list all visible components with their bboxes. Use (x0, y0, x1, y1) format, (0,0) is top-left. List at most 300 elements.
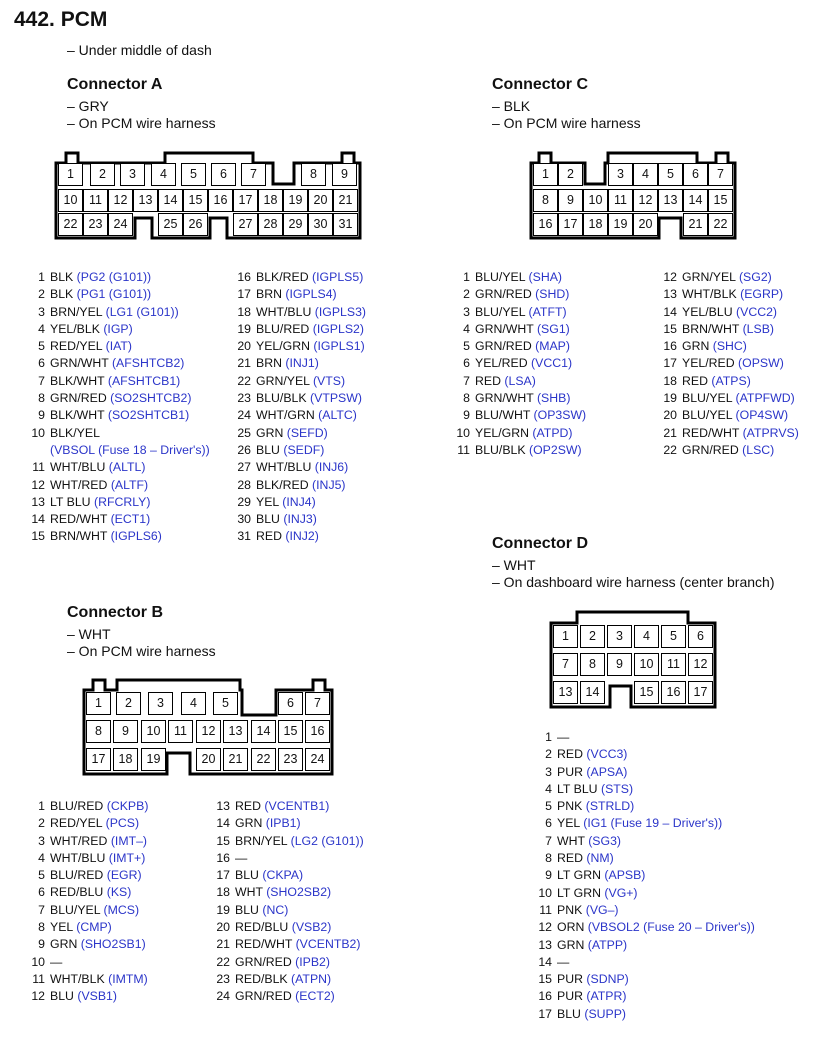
wire-color: BLK/WHT (50, 373, 105, 388)
wire-color: BLU (235, 868, 259, 883)
pin-number: 8 (38, 920, 45, 935)
cavity: 9 (558, 189, 583, 212)
page-title: 442. PCM (14, 8, 108, 31)
wire-color: LT BLU (557, 781, 598, 796)
cavity: 16 (208, 189, 233, 212)
signal-name: (LG2 (G101)) (290, 833, 364, 848)
signal-name: (ATPD) (532, 425, 573, 440)
signal-name: (IPB1) (265, 816, 301, 831)
pin-row (28, 815, 148, 832)
signal-name: (VBSOL (Fuse 18 – Driver's)) (50, 442, 210, 457)
cavity: 16 (305, 720, 330, 743)
pin-number: 4 (463, 321, 470, 336)
signal-name: (IGP) (103, 321, 133, 336)
connector-c-title: Connector C (492, 76, 588, 93)
cavity: 17 (86, 748, 111, 771)
signal-name: (APSA) (586, 764, 628, 779)
pin-row (28, 919, 148, 936)
cavity: 1 (533, 163, 558, 186)
cavity: 18 (258, 189, 283, 212)
wire-color: GRN/RED (235, 954, 292, 969)
cavity: 4 (633, 163, 658, 186)
signal-name: (VBSOL2 (Fuse 20 – Driver's)) (587, 920, 755, 935)
pin-number: 14 (216, 816, 230, 831)
cavity: 9 (607, 653, 632, 676)
cavity: 25 (158, 213, 183, 236)
cavity: 11 (83, 189, 108, 212)
pin-row (28, 936, 148, 953)
signal-name: (LSA) (504, 373, 536, 388)
cavity: 14 (683, 189, 708, 212)
cavity: 22 (251, 748, 276, 771)
pin-number: 4 (38, 850, 45, 865)
pin-row (213, 815, 364, 832)
pin-number: 12 (663, 270, 677, 284)
pin-number: 1 (545, 730, 552, 744)
signal-name: (SG2) (738, 270, 772, 284)
pin-number: 6 (38, 885, 45, 900)
pin-row (213, 867, 364, 884)
pin-number: 17 (663, 356, 677, 371)
signal-name: (OP2SW) (529, 442, 582, 457)
cavity: 6 (688, 625, 713, 648)
pin-number: 5 (463, 339, 470, 354)
signal-name: (ALTF) (110, 477, 149, 492)
signal-name: (RFCRLY) (93, 494, 151, 509)
cavity: 8 (580, 653, 605, 676)
cavity: 6 (211, 163, 236, 186)
signal-name: (SHA) (528, 270, 563, 284)
pin-number: 15 (31, 529, 45, 544)
wire-color: WHT (235, 885, 263, 900)
signal-name: (INJ2) (285, 529, 319, 544)
pin-number: 29 (237, 494, 251, 509)
wire-color: BLK (50, 270, 74, 284)
signal-name: (INJ1) (285, 356, 319, 371)
signal-name: (SHO2SB1) (80, 937, 146, 952)
signal-name: (ATPN) (291, 971, 332, 986)
wire-color: GRN/YEL (256, 373, 310, 388)
wire-color: GRN (682, 339, 710, 354)
wire-color: BLU/YEL (475, 304, 526, 319)
wire-color: LT GRN (557, 885, 601, 900)
cavity: 15 (708, 189, 733, 212)
pin-row (213, 850, 364, 867)
signal-name: (VTS) (312, 373, 346, 388)
cavity: 3 (607, 625, 632, 648)
pin-row (28, 988, 148, 1005)
cavity: 13 (133, 189, 158, 212)
pin-row (28, 867, 148, 884)
signal-name: (SUPP) (584, 1006, 627, 1021)
wire-color: GRN/RED (682, 442, 739, 457)
pin-number: 19 (216, 902, 230, 917)
signal-name: (IGPLS5) (312, 270, 364, 284)
wire-color: YEL/RED (682, 356, 735, 371)
signal-name: (SG3) (588, 833, 621, 848)
pin-row (28, 971, 148, 988)
pin-number: 5 (38, 339, 45, 354)
wire-color: RED/YEL (50, 816, 103, 831)
cavity: 10 (141, 720, 166, 743)
wire-color: PNK (557, 902, 583, 917)
pin-number: 15 (538, 972, 552, 987)
pin-number: 11 (32, 971, 45, 986)
wire-color: LT GRN (557, 868, 601, 883)
cavity: 28 (258, 213, 283, 236)
pin-number: 10 (538, 885, 552, 900)
wire-color: RED (256, 529, 282, 544)
pin-number: 5 (38, 868, 45, 883)
wire-color: WHT (557, 833, 585, 848)
wire-color: BLK/RED (256, 270, 309, 284)
signal-name: (IGPLS6) (110, 529, 162, 544)
pin-number: 3 (38, 304, 45, 319)
pin-number: 19 (663, 391, 677, 406)
pin-number: 14 (31, 512, 45, 527)
cavity: 8 (533, 189, 558, 212)
cavity: 12 (196, 720, 221, 743)
cavity: 14 (580, 681, 605, 704)
signal-name: (SHD) (535, 287, 570, 302)
pin-number: 8 (38, 391, 45, 406)
wire-color: GRN (557, 937, 585, 952)
signal-name: (MAP) (535, 339, 570, 354)
wire-color: RED (557, 851, 583, 866)
pin-number: 3 (38, 833, 45, 848)
cavity: 13 (553, 681, 578, 704)
wire-color: WHT/BLU (256, 304, 312, 319)
wire-color: WHT/BLK (682, 287, 737, 302)
signal-name: (IMTM) (108, 971, 148, 986)
pin-number: 8 (545, 851, 552, 866)
cavity: 2 (90, 163, 115, 186)
signal-name: (NC) (262, 902, 289, 917)
cavity: 12 (688, 653, 713, 676)
pin-number: 22 (237, 373, 251, 388)
wire-color: WHT/GRN (256, 408, 315, 423)
signal-name: (LSC) (742, 442, 775, 457)
wire-color: LT BLU (50, 494, 91, 509)
cavity: 8 (86, 720, 111, 743)
wire-color: RED/WHT (235, 937, 293, 952)
signal-name: (VG+) (604, 885, 638, 900)
signal-name: (VCC2) (736, 304, 778, 319)
wire-color: BRN/YEL (235, 833, 288, 848)
signal-name: (SO2SHTCB1) (107, 408, 190, 423)
pin-number: 11 (457, 442, 470, 457)
signal-name: (AFSHTCB2) (111, 356, 185, 371)
pin-number: 18 (237, 304, 251, 319)
signal-name: (INJ3) (283, 512, 317, 527)
pin-number: 25 (237, 425, 251, 440)
cavity: 1 (86, 692, 111, 715)
cavity: 2 (116, 692, 141, 715)
cavity: 13 (223, 720, 248, 743)
wire-color: WHT/BLU (50, 460, 106, 475)
signal-name: (ALTL) (108, 460, 146, 475)
wire-color: BRN/WHT (682, 321, 740, 336)
wire-color: PUR (557, 989, 583, 1004)
cavity: 9 (332, 163, 357, 186)
cavity: 2 (580, 625, 605, 648)
pin-number: 7 (38, 902, 45, 917)
wire-color: — (50, 954, 63, 969)
pin-number: 1 (463, 270, 470, 284)
signal-name: (APSB) (604, 868, 646, 883)
cavity: 15 (183, 189, 208, 212)
pin-number: 20 (216, 920, 230, 935)
cavity: 7 (708, 163, 733, 186)
cavity: 15 (278, 720, 303, 743)
pin-number: 12 (31, 989, 45, 1004)
cavity: 23 (83, 213, 108, 236)
pin-number: 12 (31, 477, 45, 492)
wire-color: GRN (50, 937, 78, 952)
pin-row (213, 833, 364, 850)
connector-a-harness-note: – On PCM wire harness (67, 115, 216, 131)
wire-color: BLU/BLK (475, 442, 526, 457)
pin-number: 14 (538, 954, 552, 969)
wire-color: BLU/YEL (682, 391, 733, 406)
cavity: 11 (168, 720, 193, 743)
signal-name: (EGR) (106, 868, 142, 883)
wire-color: GRN/RED (475, 287, 532, 302)
pin-number: 10 (31, 954, 45, 969)
cavity: 17 (558, 213, 583, 236)
wire-color: BLU/YEL (50, 902, 101, 917)
wire-color: WHT/BLU (50, 850, 106, 865)
pin-number: 6 (545, 816, 552, 831)
connector-b-color-note: – WHT (67, 626, 111, 642)
signal-name: (IGPLS4) (285, 287, 337, 302)
cavity: 22 (708, 213, 733, 236)
pin-number: 18 (663, 373, 677, 388)
pin-number: 15 (216, 833, 230, 848)
pin-number: 16 (538, 989, 552, 1004)
cavity: 15 (634, 681, 659, 704)
signal-name: (ALTC) (318, 408, 357, 423)
cavity: 5 (181, 163, 206, 186)
signal-name: (IMT+) (108, 850, 146, 865)
cavity: 3 (148, 692, 173, 715)
pin-row (213, 884, 364, 901)
signal-name: (VCENTB2) (295, 937, 361, 952)
wire-color: BLU/WHT (475, 408, 531, 423)
pin-number: 22 (216, 954, 230, 969)
pin-row (213, 902, 364, 919)
signal-name: (VTPSW) (310, 391, 362, 406)
wire-color: RED/YEL (50, 339, 103, 354)
signal-name: (PG2 (G101)) (76, 270, 152, 284)
cavity: 14 (251, 720, 276, 743)
cavity: 26 (183, 213, 208, 236)
pin-number: 3 (545, 764, 552, 779)
pin-number: 2 (38, 287, 45, 302)
connector-d-color-note: – WHT (492, 557, 536, 573)
cavity: 23 (278, 748, 303, 771)
wire-color: GRN/YEL (682, 270, 736, 284)
pin-number: 7 (38, 373, 45, 388)
pin-row (213, 954, 364, 971)
wire-color: RED/BLU (235, 920, 289, 935)
pin-number: 1 (38, 270, 45, 284)
cavity: 13 (658, 189, 683, 212)
pin-number: 9 (38, 408, 45, 423)
cavity: 12 (633, 189, 658, 212)
pin-number: 20 (663, 408, 677, 423)
pin-number: 9 (545, 868, 552, 883)
pin-number: 6 (38, 356, 45, 371)
pin-number: 3 (463, 304, 470, 319)
wire-color: RED (235, 799, 261, 813)
wire-color: WHT/BLK (50, 971, 105, 986)
wire-color: WHT/RED (50, 477, 108, 492)
cavity: 7 (305, 692, 330, 715)
signal-name: (OPSW) (738, 356, 784, 371)
wire-color: BLU (235, 902, 259, 917)
wire-color: GRN/RED (475, 339, 532, 354)
signal-name: (IPB2) (295, 954, 330, 969)
pin-number: 22 (663, 442, 677, 457)
pin-number: 4 (38, 321, 45, 336)
wire-color: PUR (557, 764, 583, 779)
cavity: 19 (283, 189, 308, 212)
pin-number: 27 (237, 460, 251, 475)
cavity: 11 (661, 653, 686, 676)
cavity: 9 (113, 720, 138, 743)
cavity: 18 (113, 748, 138, 771)
signal-name: (VG–) (585, 902, 619, 917)
pin-row (28, 902, 148, 919)
signal-name: (IMT–) (110, 833, 148, 848)
wire-color: BLK/WHT (50, 408, 105, 423)
cavity: 6 (683, 163, 708, 186)
signal-name: (IGPLS2) (312, 321, 364, 336)
cavity: 8 (301, 163, 326, 186)
wire-color: YEL (557, 816, 580, 831)
cavity: 16 (533, 213, 558, 236)
wire-color: YEL/RED (475, 356, 528, 371)
connector-a-title: Connector A (67, 76, 163, 93)
wire-color: BLU (256, 512, 280, 527)
cavity: 17 (233, 189, 258, 212)
signal-name: (SHO2SB2) (266, 885, 332, 900)
signal-name: (KS) (106, 885, 132, 900)
pin-row (28, 798, 148, 815)
cavity: 31 (333, 213, 358, 236)
pin-number: 14 (663, 304, 677, 319)
signal-name: (IAT) (105, 339, 133, 354)
cavity: 21 (683, 213, 708, 236)
wire-color: YEL/BLK (50, 321, 100, 336)
pin-row (213, 988, 364, 1005)
wire-color: — (235, 850, 248, 865)
wire-color: GRN/RED (235, 989, 292, 1004)
wire-color: BLU (256, 442, 280, 457)
signal-name: (LSB) (742, 321, 775, 336)
signal-name: (SDNP) (586, 972, 629, 987)
pin-number: 28 (237, 477, 251, 492)
pin-row (213, 971, 364, 988)
signal-name: (EGRP) (740, 287, 784, 302)
pin-number: 26 (237, 442, 251, 457)
wire-color: BRN/YEL (50, 304, 103, 319)
cavity: 20 (633, 213, 658, 236)
wire-color: BLU/YEL (475, 270, 526, 284)
cavity: 5 (213, 692, 238, 715)
wire-color: — (557, 730, 570, 744)
wire-color: PUR (557, 972, 583, 987)
wire-color: WHT/BLU (256, 460, 312, 475)
signal-name: (ATPS) (711, 373, 751, 388)
wire-color: RED/BLU (50, 885, 104, 900)
connector-d-title: Connector D (492, 535, 588, 552)
cavity: 4 (151, 163, 176, 186)
cavity: 7 (241, 163, 266, 186)
wire-color: RED (475, 373, 501, 388)
wire-color: BRN (256, 356, 282, 371)
signal-name: (SO2SHTCB2) (110, 391, 192, 406)
wire-color: RED/BLK (235, 971, 288, 986)
pin-number: 12 (538, 920, 552, 935)
wire-color: RED (682, 373, 708, 388)
pin-number: 24 (216, 989, 230, 1004)
wire-color: GRN (256, 425, 284, 440)
signal-name: (PCS) (105, 816, 140, 831)
wire-color: BLU/RED (256, 321, 310, 336)
cavity: 20 (308, 189, 333, 212)
connector-b-pin-list-right (213, 798, 364, 1006)
signal-name: (IGPLS3) (314, 304, 367, 319)
pin-number: 9 (463, 408, 470, 423)
wire-color: WHT/RED (50, 833, 108, 848)
pin-number: 17 (538, 1006, 552, 1021)
pin-number: 31 (237, 529, 251, 544)
pin-number: 18 (216, 885, 230, 900)
cavity: 14 (158, 189, 183, 212)
wire-color: BLK/YEL (50, 425, 100, 440)
connector-a-color-note: – GRY (67, 98, 109, 114)
connector-b-title: Connector B (67, 604, 163, 621)
signal-name: (ATFT) (528, 304, 567, 319)
pin-number: 16 (237, 270, 251, 284)
cavity: 1 (58, 163, 83, 186)
pin-number: 21 (237, 356, 251, 371)
pin-number: 2 (545, 747, 552, 762)
pin-number: 11 (539, 902, 552, 917)
pin-number: 10 (456, 425, 470, 440)
cavity: 21 (333, 189, 358, 212)
cavity: 5 (661, 625, 686, 648)
wire-color: ORN (557, 920, 585, 935)
signal-name: (AFSHTCB1) (107, 373, 181, 388)
wire-color: — (557, 954, 570, 969)
pin-number: 13 (31, 494, 45, 509)
pin-row (28, 850, 148, 867)
pin-row (28, 954, 148, 971)
pin-number: 7 (463, 373, 470, 388)
signal-name: (MCS) (103, 902, 140, 917)
signal-name: (SHB) (536, 391, 571, 406)
connector-b-pin-list-left (28, 798, 148, 1006)
signal-name: (IG1 (Fuse 19 – Driver's)) (583, 816, 723, 831)
cavity: 24 (305, 748, 330, 771)
connector-d-harness-note: – On dashboard wire harness (center branch) (492, 574, 775, 590)
wire-color: BRN/WHT (50, 529, 108, 544)
wire-color: YEL (50, 920, 73, 935)
pin-number: 23 (216, 971, 230, 986)
